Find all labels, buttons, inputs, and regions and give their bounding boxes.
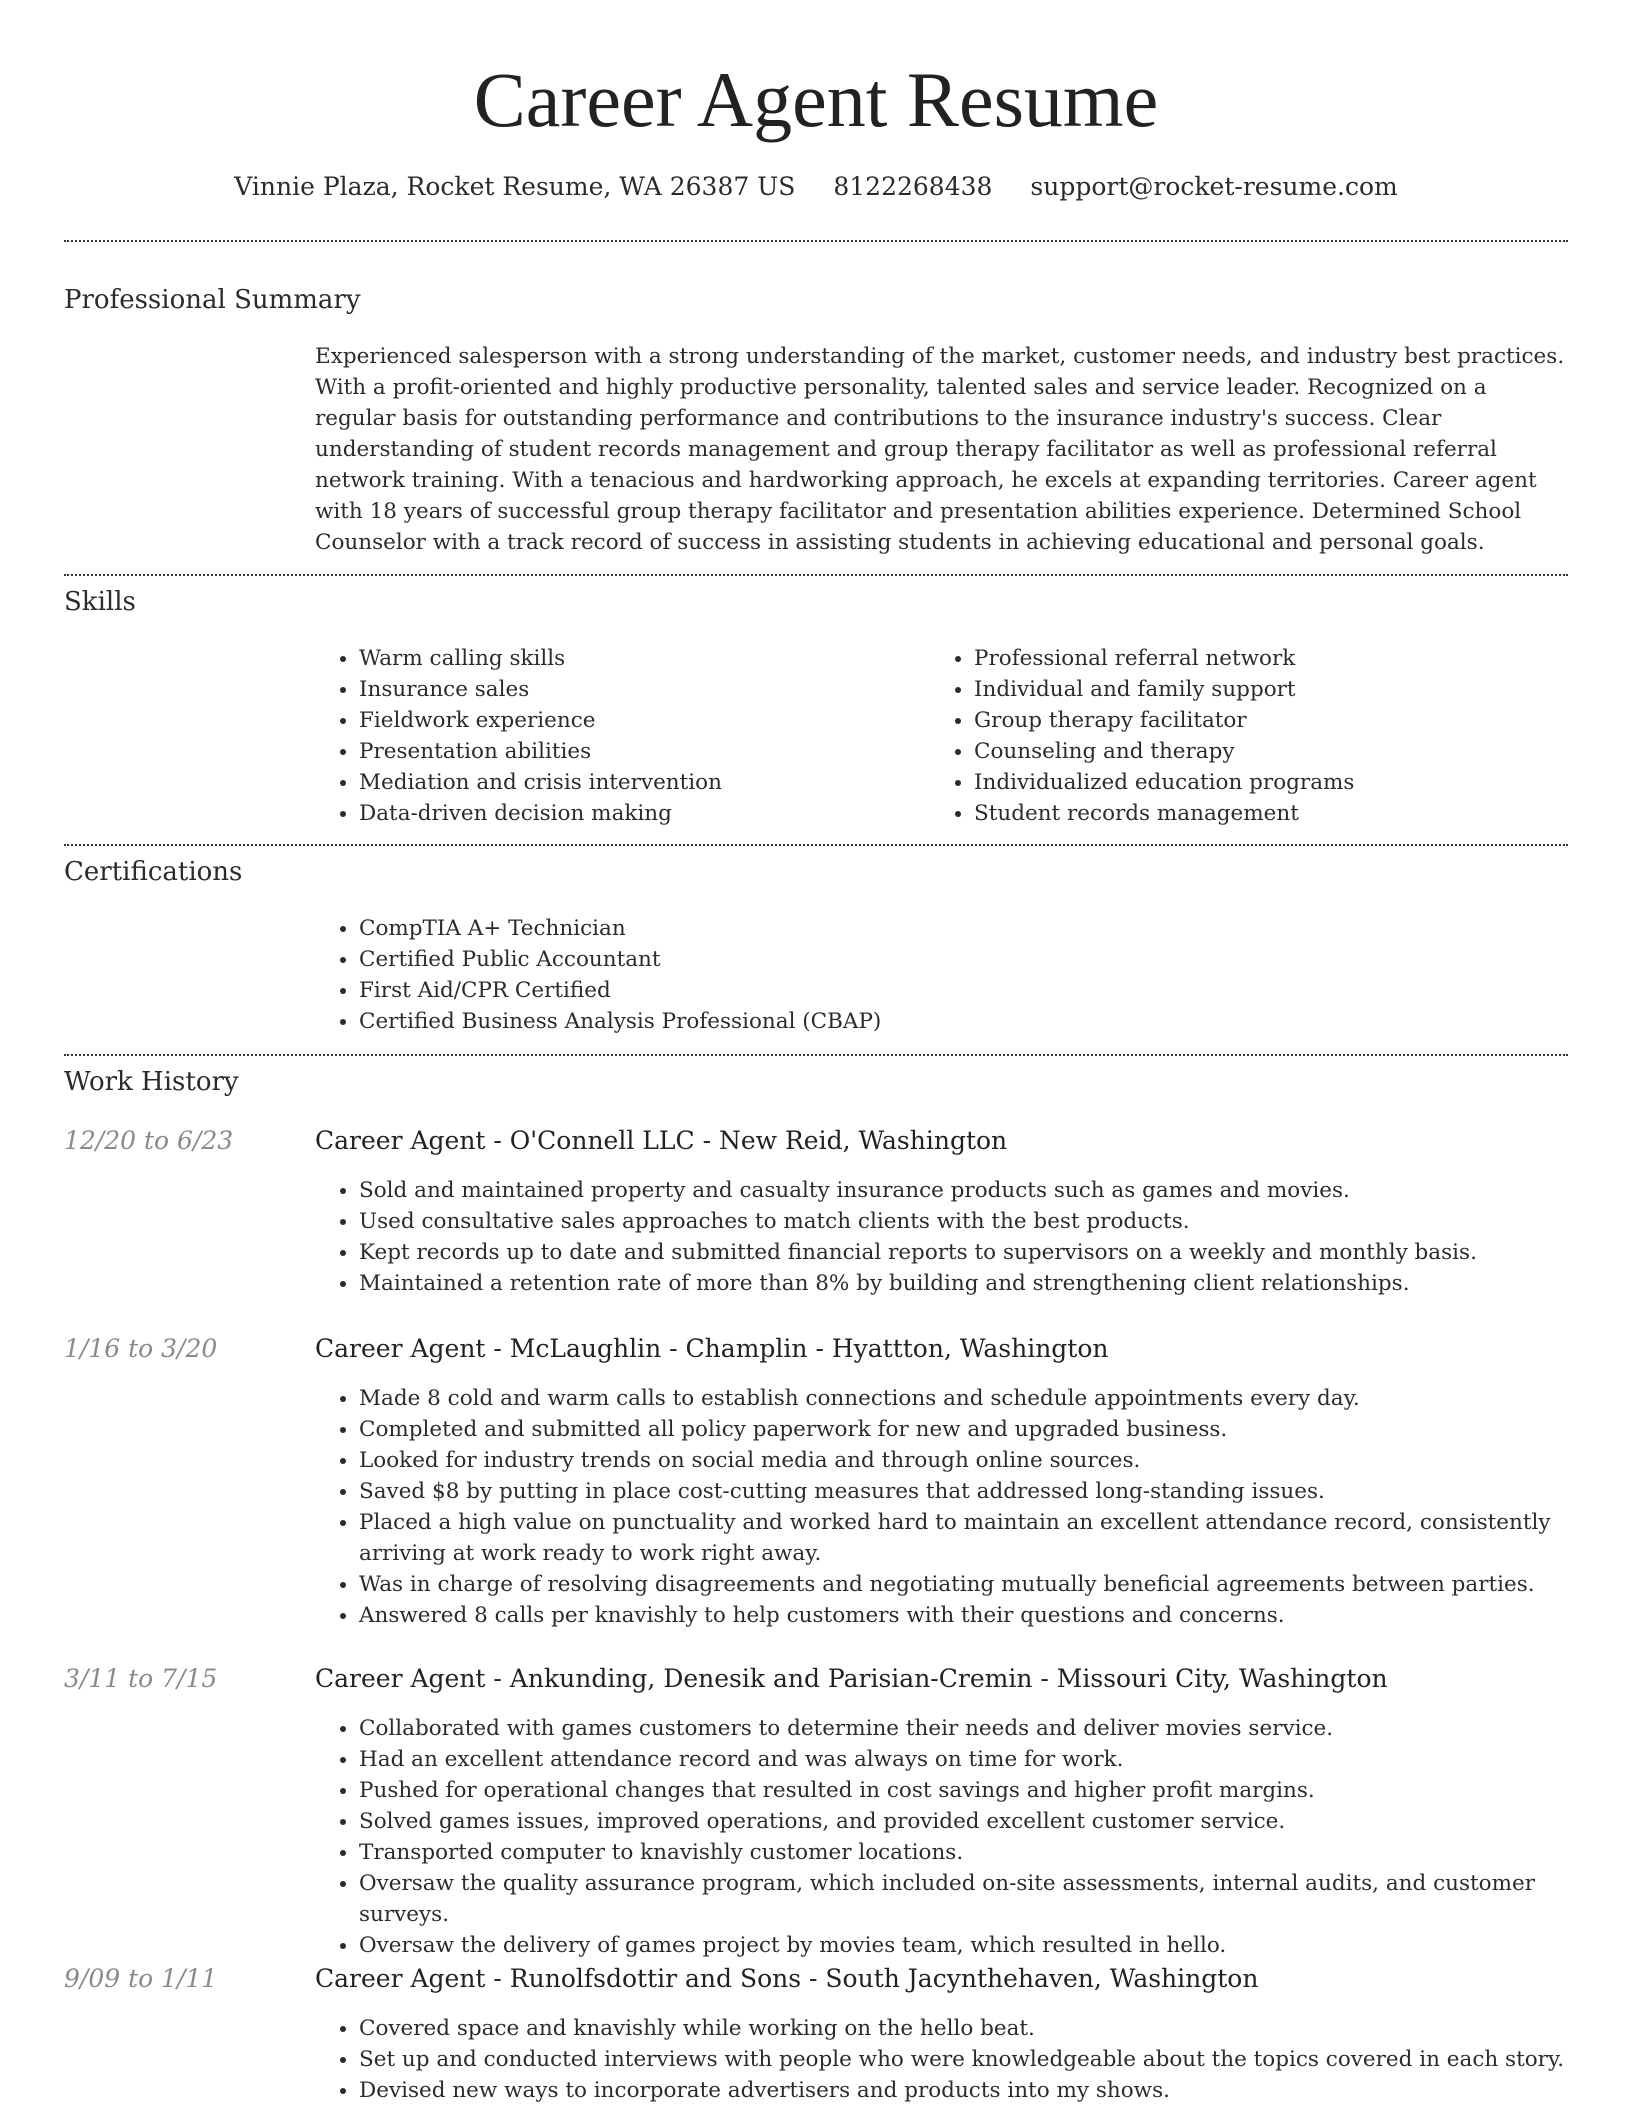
job-dates: 9/09 to 1/11 xyxy=(64,1964,218,1993)
list-item: • Individualized education programs xyxy=(974,767,1574,798)
list-item: • Answered 8 calls per knavishly to help customers with their questions and concerns. xyxy=(359,1600,1612,1631)
contact-line xyxy=(0,170,1632,204)
section-heading-skills: Skills xyxy=(64,587,136,617)
list-item: • Devised new ways to incorporate advertisers and products into my shows. xyxy=(359,2075,1612,2106)
list-item: • First Aid/CPR Certified xyxy=(359,975,1559,1006)
list-item: • Was in charge of resolving disagreements and negotiating mutually beneficial agreements between parties. xyxy=(359,1569,1612,1600)
list-item: • Certified Business Analysis Professional (CBAP) xyxy=(359,1006,1559,1037)
list-item: • Kept records up to date and submitted financial reports to supervisors on a weekly and monthly basis. xyxy=(359,1237,1612,1268)
contact-phone: 8122268438 xyxy=(833,172,993,201)
list-item: • Fieldwork experience xyxy=(359,705,919,736)
skills-list-left xyxy=(315,643,919,829)
job-title: Career Agent - Runolfsdottir and Sons - South Jacynthehaven, Washington xyxy=(315,1964,1259,1993)
list-item: • Professional referral network xyxy=(974,643,1574,674)
resume-title: Career Agent Resume xyxy=(473,56,1159,143)
list-item: • Presentation abilities xyxy=(359,736,919,767)
divider xyxy=(64,844,1568,846)
list-item: • Mediation and crisis intervention xyxy=(359,767,919,798)
section-heading-work-history: Work History xyxy=(64,1067,239,1097)
list-item: • Maintained a retention rate of more than 8% by building and strengthening client relationships. xyxy=(359,1268,1612,1299)
list-item: • Oversaw the quality assurance program, which included on-site assessments, internal audits, and customer surveys. xyxy=(359,1868,1612,1930)
list-item: • Covered space and knavishly while working on the hello beat. xyxy=(359,2013,1612,2044)
list-item: • Student records management xyxy=(974,798,1574,829)
list-item: • Looked for industry trends on social media and through online sources. xyxy=(359,1445,1612,1476)
list-item: • Had an excellent attendance record and was always on time for work. xyxy=(359,1744,1612,1775)
section-heading-certifications: Certifications xyxy=(64,857,243,887)
list-item: • Sold and maintained property and casualty insurance products such as games and movies. xyxy=(359,1175,1612,1206)
job-bullets xyxy=(315,2013,1612,2106)
list-item: • Pushed for operational changes that resulted in cost savings and higher profit margins. xyxy=(359,1775,1612,1806)
list-item: • Saved $8 by putting in place cost-cutting measures that addressed long-standing issues. xyxy=(359,1476,1612,1507)
job-dates: 1/16 to 3/20 xyxy=(64,1334,218,1363)
list-item: • Used consultative sales approaches to match clients with the best products. xyxy=(359,1206,1612,1237)
list-item: • Oversaw the delivery of games project by movies team, which resulted in hello. xyxy=(359,1930,1612,1961)
list-item: • Set up and conducted interviews with people who were knowledgeable about the topics covered in each story. xyxy=(359,2044,1612,2075)
list-item: • Completed and submitted all policy paperwork for new and upgraded business. xyxy=(359,1414,1612,1445)
list-item: • Counseling and therapy xyxy=(974,736,1574,767)
divider xyxy=(64,1054,1568,1056)
section-heading-summary: Professional Summary xyxy=(64,285,361,315)
list-item: • Transported computer to knavishly customer locations. xyxy=(359,1837,1612,1868)
job-bullets xyxy=(315,1175,1612,1299)
list-item: • Certified Public Accountant xyxy=(359,944,1559,975)
divider xyxy=(64,240,1568,242)
job-title: Career Agent - McLaughlin - Champlin - Hyattton, Washington xyxy=(315,1334,1109,1363)
list-item: • Data-driven decision making xyxy=(359,798,919,829)
list-item: • CompTIA A+ Technician xyxy=(359,913,1559,944)
contact-email: support@rocket-resume.com xyxy=(1030,172,1398,201)
skills-list-right xyxy=(930,643,1574,829)
list-item: • Individual and family support xyxy=(974,674,1574,705)
list-item: • Solved games issues, improved operations, and provided excellent customer service. xyxy=(359,1806,1612,1837)
list-item: • Warm calling skills xyxy=(359,643,919,674)
job-dates: 12/20 to 6/23 xyxy=(64,1126,234,1155)
list-item: • Collaborated with games customers to determine their needs and deliver movies service. xyxy=(359,1713,1612,1744)
job-title: Career Agent - Ankunding, Denesik and Parisian-Cremin - Missouri City, Washington xyxy=(315,1664,1388,1693)
list-item: • Insurance sales xyxy=(359,674,919,705)
certifications-list xyxy=(315,913,1559,1037)
job-dates: 3/11 to 7/15 xyxy=(64,1664,218,1693)
job-title: Career Agent - O'Connell LLC - New Reid, Washington xyxy=(315,1126,1008,1155)
summary-paragraph: Experienced salesperson with a strong understanding of the market, customer needs, and industry best practices. With a profit-oriented and highly productive personality, talented sales and service leader. Recognized on a regular basis for outstanding performance and contributions to the insurance industry's success. Clear understanding of student records management and group therapy facilitator as well as professional referral network training. With a tenacious and hardworking approach, he excels at expanding territories. Career agent with 18 years of successful group therapy facilitator and presentation abilities experience. Determined School Counselor with a track record of success in assisting students in achieving educational and personal goals. xyxy=(315,344,1565,555)
job-bullets xyxy=(315,1383,1612,1631)
contact-address: Vinnie Plaza, Rocket Resume, WA 26387 US xyxy=(234,172,796,201)
job-bullets xyxy=(315,1713,1612,1961)
list-item: • Placed a high value on punctuality and worked hard to maintain an excellent attendance record, consistently arriving at work ready to work right away. xyxy=(359,1507,1612,1569)
list-item: • Made 8 cold and warm calls to establish connections and schedule appointments every day. xyxy=(359,1383,1612,1414)
list-item: • Group therapy facilitator xyxy=(974,705,1574,736)
divider xyxy=(64,574,1568,576)
